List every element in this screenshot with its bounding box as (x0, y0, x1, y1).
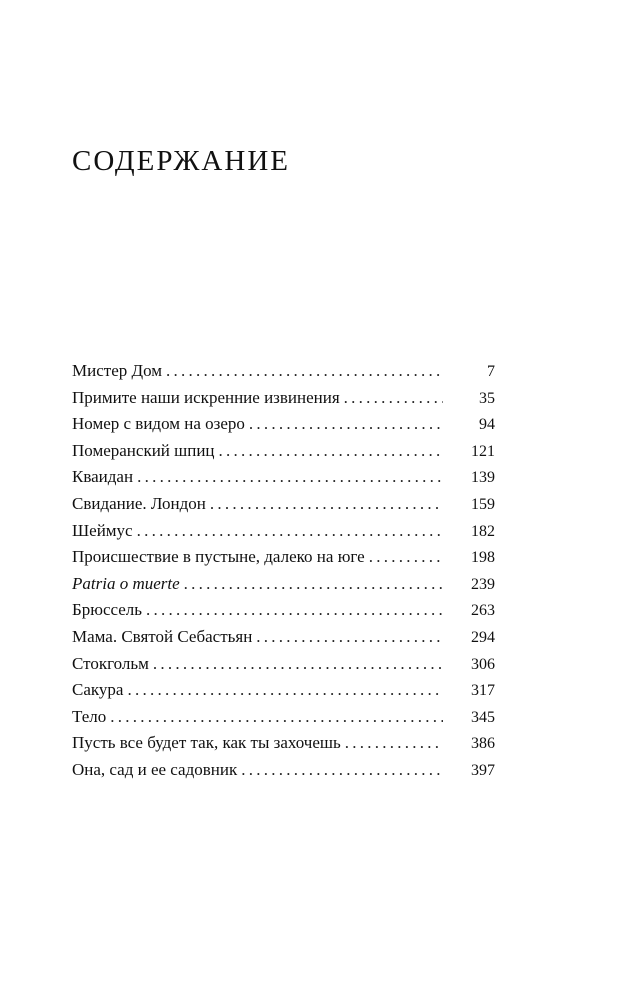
dot-leader (127, 677, 443, 704)
toc-entry[interactable] (72, 438, 495, 465)
toc-entry-title: Она, сад и ее садовник (72, 759, 238, 779)
dot-leader (369, 544, 443, 571)
toc-entry-title: Кваидан (72, 467, 134, 487)
toc-entry-title: Сакура (72, 680, 124, 700)
dot-leader (256, 624, 443, 651)
toc-entry-page: 139 (471, 469, 495, 487)
toc-entry[interactable] (72, 385, 495, 412)
toc-entry-title: Пусть все будет так, как ты захочешь (72, 733, 341, 753)
toc-entry-title: Шеймус (72, 520, 133, 540)
dot-leader (166, 358, 443, 385)
toc-entry[interactable] (72, 757, 495, 784)
toc-entry-page: 94 (479, 416, 495, 434)
dot-leader (110, 704, 443, 731)
dot-leader (210, 491, 443, 518)
dot-leader (241, 757, 443, 784)
toc-entry-page: 121 (471, 442, 495, 460)
dot-leader (184, 571, 443, 598)
toc-entry-page: 159 (471, 495, 495, 513)
toc-entry-page: 306 (471, 655, 495, 673)
toc-entry-page: 182 (471, 522, 495, 540)
toc-entry[interactable] (72, 730, 495, 757)
dot-leader (345, 730, 443, 757)
toc-entry[interactable] (72, 491, 495, 518)
toc-entry-title: Мама. Святой Себастьян (72, 626, 253, 646)
toc-entry[interactable] (72, 464, 495, 491)
dot-leader (146, 597, 443, 624)
toc-entry-page: 35 (479, 389, 495, 407)
toc-entry-page: 397 (471, 761, 495, 779)
toc-entry[interactable] (72, 677, 495, 704)
toc-entry[interactable] (72, 358, 495, 385)
toc-entry-title: Происшествие в пустыне, далеко на юге (72, 547, 365, 567)
page-title: СОДЕРЖАНИЕ (72, 145, 290, 177)
toc-entry[interactable] (72, 411, 495, 438)
toc-entry-title: Мистер Дом (72, 361, 163, 380)
dot-leader (153, 651, 443, 678)
toc-entry[interactable] (72, 704, 495, 731)
dot-leader (137, 518, 443, 545)
toc-entry-page: 263 (471, 602, 495, 620)
dot-leader (137, 464, 443, 491)
toc-entry[interactable] (72, 624, 495, 651)
toc-entry-title: Стокгольм (72, 653, 149, 673)
toc-entry-page: 294 (471, 628, 495, 646)
toc-entry[interactable] (72, 544, 495, 571)
dot-leader (344, 385, 443, 412)
dot-leader (219, 438, 443, 465)
toc-entry[interactable] (72, 597, 495, 624)
toc-entry-title: Номер с видом на озеро (72, 414, 245, 434)
toc-entry-page: 317 (471, 682, 495, 700)
toc-entry-title: Свидание. Лондон (72, 493, 206, 513)
toc-entry-title: Примите наши искренние извинения (72, 387, 340, 407)
toc-entry-page: 7 (487, 363, 495, 380)
toc-entry-page: 198 (471, 549, 495, 567)
table-of-contents (72, 358, 495, 784)
dot-leader (249, 411, 443, 438)
toc-entry-page: 386 (471, 735, 495, 753)
toc-entry[interactable] (72, 571, 495, 598)
toc-entry-title: Patria o muerte (72, 573, 180, 593)
toc-entry-title: Тело (72, 706, 107, 726)
toc-entry-title: Померанский шпиц (72, 440, 215, 460)
toc-entry[interactable] (72, 651, 495, 678)
toc-entry-page: 345 (471, 708, 495, 726)
toc-entry-title: Брюссель (72, 600, 143, 620)
toc-entry-page: 239 (471, 575, 495, 593)
toc-entry[interactable] (72, 518, 495, 545)
